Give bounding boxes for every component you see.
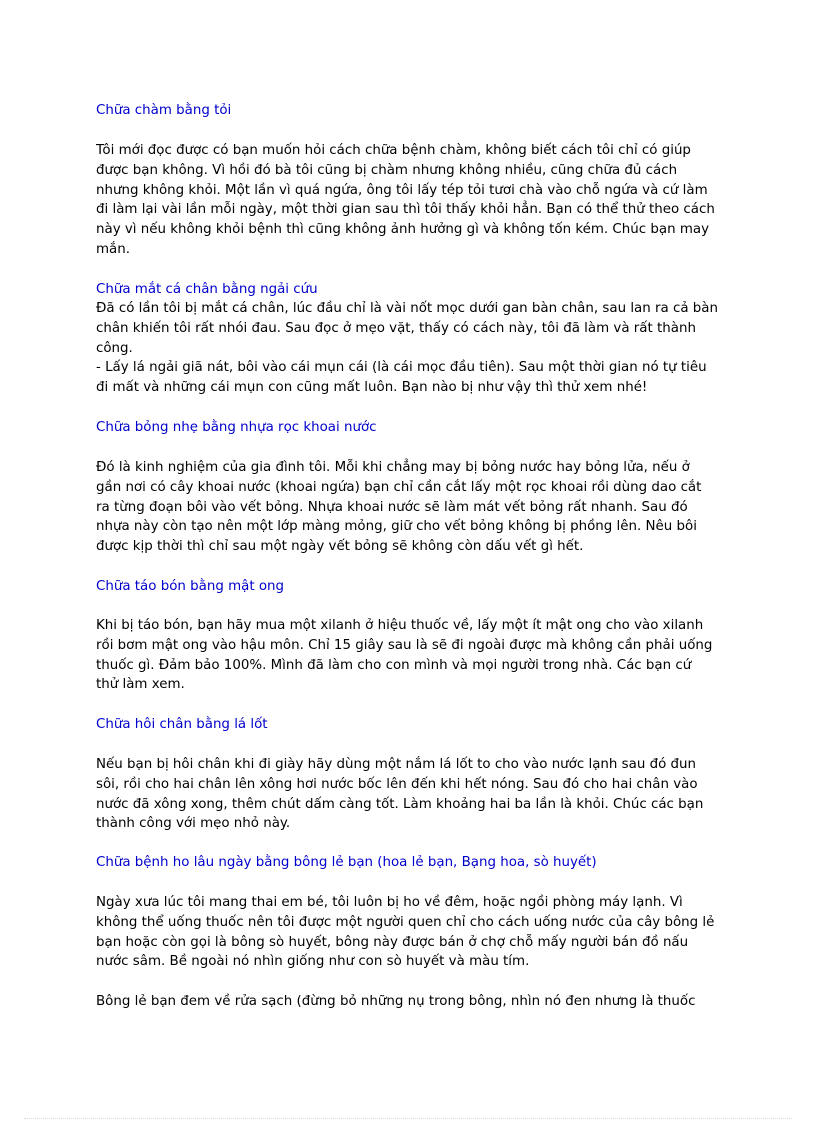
trailing-paragraph bbox=[96, 992, 728, 1012]
page-bottom-divider bbox=[24, 1118, 792, 1119]
text-line: Đó là kinh nghiệm của gia đình tôi. Mỗi khi chẳng may bị bỏng nước hay bỏng lửa, nếu ở bbox=[96, 460, 690, 475]
text-line: công. bbox=[96, 340, 133, 356]
text-line: Nếu bạn bị hôi chân khi đi giày hãy dùng một nắm lá lốt to cho vào nước lạnh sau đó đun bbox=[96, 757, 696, 772]
text-line: nhựa này còn tạo nên một lớp màng mỏng, giữ cho vết bỏng không bị phồng lên. Nêu bôi bbox=[96, 519, 697, 535]
text-line: được kịp thời thì chỉ sau một ngày vết bỏng sẽ không còn dấu vết gì hết. bbox=[96, 539, 584, 555]
section-body-hoi-chan bbox=[96, 755, 728, 834]
text-line: nước sâm. Bề ngoài nó nhìn giống như con sò huyết và màu tím. bbox=[96, 954, 530, 970]
text-line: ra từng đoạn bôi vào vết bỏng. Nhựa khoai nước sẽ làm mát vết bỏng rất nhanh. Sau đó bbox=[96, 499, 688, 515]
section-body-cham bbox=[96, 141, 728, 260]
section-heading-tao-bon: Chữa táo bón bằng mật ong bbox=[96, 579, 285, 594]
text-line: đi mất và những cái mụn con cũng mất luôn. Bạn nào bị như vậy thì thử xem nhé! bbox=[96, 380, 648, 396]
section-body-mat-ca bbox=[96, 299, 728, 398]
text-line: thuốc gì. Đảm bảo 100%. Mình đã làm cho con mình và mọi người trong nhà. Các bạn cứ bbox=[96, 657, 692, 673]
section-body-bong bbox=[96, 458, 728, 557]
text-line: rồi bơm mật ong vào hậu môn. Chỉ 15 giây sau là sẽ đi ngoài được mà không cần phải uống bbox=[96, 637, 713, 653]
section-heading-mat-ca: Chữa mắt cá chân bằng ngải cứu bbox=[96, 282, 318, 297]
text-line: thành công với mẹo nhỏ này. bbox=[96, 816, 291, 832]
text-line: Bông lẻ bạn đem về rửa sạch (đừng bỏ những nụ trong bông, nhìn nó đen nhưng là thuốc bbox=[96, 994, 696, 1009]
text-line: mắn. bbox=[96, 241, 130, 257]
text-line: Đã có lần tôi bị mắt cá chân, lúc đầu chỉ là vài nốt mọc dưới gan bàn chân, sau lan ra cả bàn bbox=[96, 301, 718, 316]
text-line: chân khiến tôi rất nhói đau. Sau đọc ở mẹo vặt, thấy có cách này, tôi đã làm và rất thành bbox=[96, 320, 696, 336]
text-line: không thể uống thuốc nên tôi được một người quen chỉ cho cách uống nước của cây bông lẻ bbox=[96, 914, 715, 930]
section-body-ho bbox=[96, 893, 728, 972]
text-line: Tôi mới đọc được có bạn muốn hỏi cách chữa bệnh chàm, không biết cách tôi chỉ có giúp bbox=[96, 143, 691, 158]
section-heading-bong: Chữa bỏng nhẹ bằng nhựa rọc khoai nước bbox=[96, 420, 377, 435]
text-line: nhưng không khỏi. Một lần vì quá ngứa, ông tôi lấy tép tỏi tươi chà vào chỗ ngứa và cứ làm bbox=[96, 182, 708, 198]
text-line: thử làm xem. bbox=[96, 677, 185, 693]
section-heading-hoi-chan: Chữa hôi chân bằng lá lốt bbox=[96, 717, 268, 732]
text-line: gần nơi có cây khoai nước (khoai ngứa) bạn chỉ cần cắt lấy một rọc khoai rồi dùng dao cắt bbox=[96, 479, 702, 495]
text-line: này vì nếu không khỏi bệnh thì cũng không ảnh hưởng gì và không tốn kém. Chúc bạn may bbox=[96, 222, 709, 238]
text-line: được bạn không. Vì hồi đó bà tôi cũng bị chàm nhưng không nhiều, cũng chữa đủ cách bbox=[96, 162, 678, 178]
text-line: - Lấy lá ngải giã nát, bôi vào cái mụn cái (là cái mọc đầu tiên). Sau một thời gian nó tự tiêu bbox=[96, 360, 707, 376]
text-line: nước đã xông xong, thêm chút dấm càng tốt. Làm khoảng hai ba lần là khỏi. Chúc các bạn bbox=[96, 796, 704, 812]
text-line: đi làm lại vài lần mỗi ngày, một thời gian sau thì tôi thấy khỏi hẳn. Bạn có thể thử theo cách bbox=[96, 202, 715, 218]
section-heading-ho: Chữa bệnh ho lâu ngày bằng bông lẻ bạn (hoa lẻ bạn, Bạng hoa, sò huyết) bbox=[96, 855, 597, 870]
text-line: sôi, rồi cho hai chân lên xông hơi nước bốc lên đến khi hết nóng. Sau đó cho hai chân vào bbox=[96, 776, 698, 792]
section-body-tao-bon bbox=[96, 616, 728, 695]
text-line: Khi bị táo bón, bạn hãy mua một xilanh ở hiệu thuốc về, lấy một ít mật ong cho vào xilanh bbox=[96, 618, 704, 633]
text-line: bạn hoặc còn gọi là bông sò huyết, bông này được bán ở chợ chỗ mấy người bán đồ nấu bbox=[96, 934, 689, 950]
text-line: Ngày xưa lúc tôi mang thai em bé, tôi luôn bị ho về đêm, hoặc ngồi phòng máy lạnh. Vì bbox=[96, 895, 683, 910]
section-heading-cham: Chữa chàm bằng tỏi bbox=[96, 103, 232, 118]
